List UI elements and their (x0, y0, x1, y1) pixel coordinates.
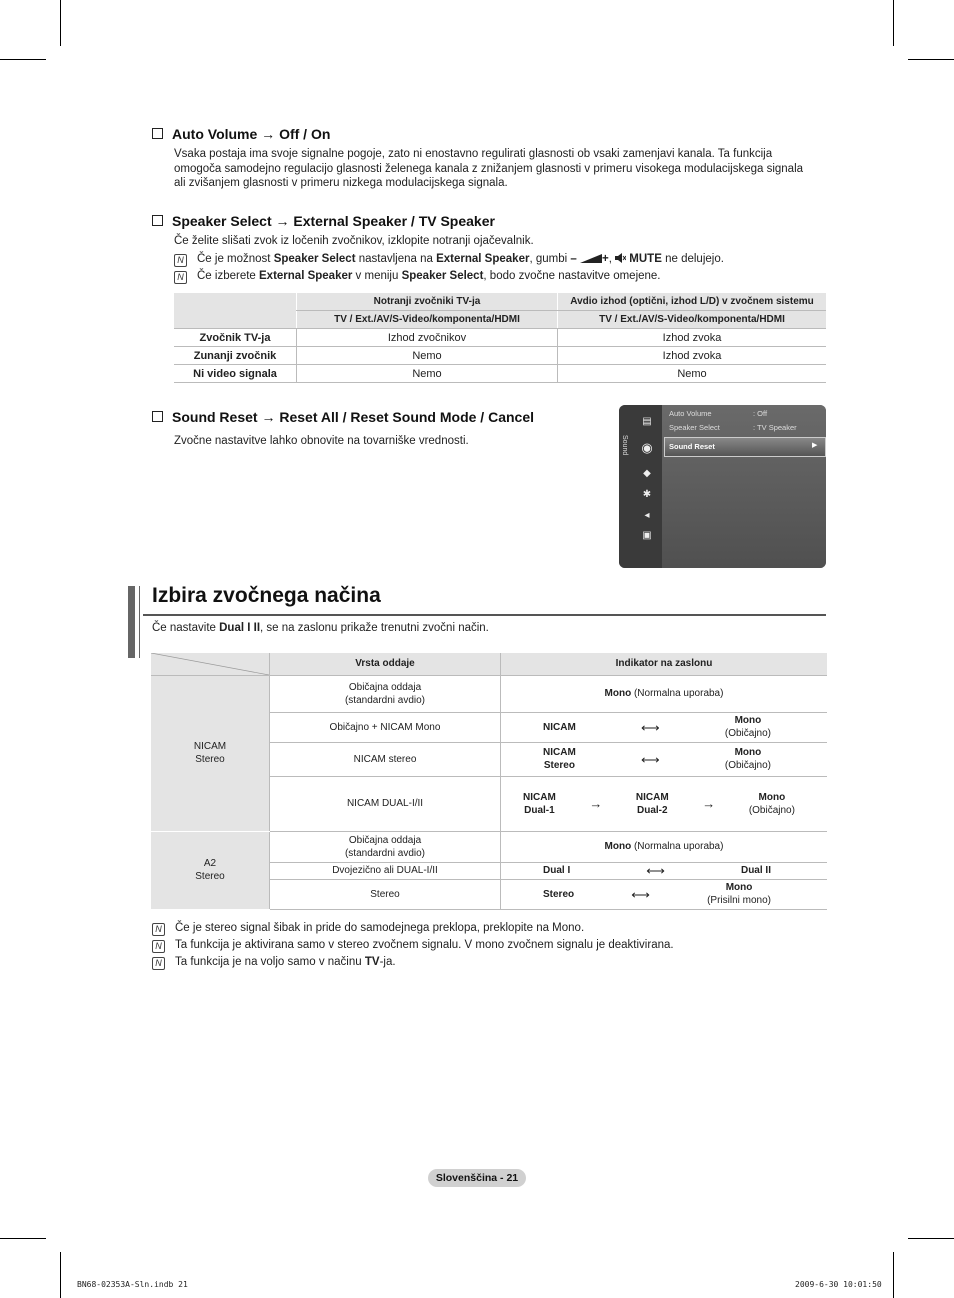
table-row: Običajno + NICAM Mono NICAM ⟷ Mono (Običajno) (151, 712, 827, 742)
note-icon: N (152, 923, 165, 936)
double-arrow-icon: ⟷ (631, 886, 650, 902)
note-2: N Ta funkcija je aktivirana samo v stereo zvočnem signalu. V mono zvočnem signalu je deaktivirana. (152, 939, 674, 953)
osd-item-auto-volume[interactable]: Auto Volume (669, 409, 712, 418)
table-row: Zunanji zvočnik Nemo Izhod zvoka (174, 347, 826, 365)
arrow-right-icon: → (702, 796, 716, 811)
crop-mark (893, 1252, 894, 1298)
intro-text: Če nastavite Dual I II, se na zaslonu prikaže trenutni zvočni način. (152, 622, 489, 634)
section-heading-sound-reset: Sound Reset → Reset All / Reset Sound Mode / Cancel (152, 409, 534, 425)
sound-icon: ◉ (641, 440, 653, 455)
channel-icon: ◆ (643, 468, 651, 479)
crop-mark (908, 59, 954, 60)
crop-mark (908, 1238, 954, 1239)
diagonal-line (151, 653, 269, 675)
crop-mark (893, 0, 894, 46)
speaker-select-note-2: N Če izberete External Speaker v meniju Speaker Select, bodo zvočne nastavitve omejene. (174, 270, 661, 284)
osd-sidebar (619, 405, 662, 568)
double-arrow-icon: ⟷ (646, 863, 665, 878)
note-3: N Ta funkcija je na voljo samo v načinu TV-ja. (152, 956, 396, 970)
tv-sound-menu-screenshot (619, 405, 826, 568)
page-title: Izbira zvočnega načina (152, 584, 381, 607)
double-arrow-icon: ⟷ (641, 751, 660, 767)
volume-ramp-icon (580, 254, 602, 263)
table-row: NICAM DUAL-I/II NICAM Dual-1 → NICAM Dual-2 → Mono (Običajno) (151, 776, 827, 831)
double-arrow-icon: ⟷ (641, 719, 660, 735)
chevron-right-icon: ▶ (812, 442, 818, 449)
section-heading-speaker-select: Speaker Select → External Speaker / TV Speaker (152, 213, 495, 229)
table-corner (151, 653, 270, 675)
table-corner (174, 293, 297, 329)
application-icon: ▣ (642, 530, 652, 541)
page-number-badge: Slovenščina - 21 (428, 1169, 526, 1187)
osd-item-speaker-select[interactable]: Speaker Select (669, 423, 720, 432)
sound-reset-body: Zvočne nastavitve lahko obnovite na tovarniške vrednosti. (174, 435, 469, 447)
checkbox-bullet-icon (152, 215, 163, 226)
table-header: Notranji zvočniki TV-ja (297, 293, 558, 311)
table-header: Indikator na zaslonu (501, 653, 828, 675)
table-row: Ni video signala Nemo Nemo (174, 365, 826, 383)
title-rule (143, 614, 826, 616)
crop-mark (0, 1238, 46, 1239)
table-row: Stereo Stereo ⟷ Mono (Prisilni mono) (151, 879, 827, 909)
crop-mark (0, 59, 46, 60)
osd-side-label: Sound (621, 435, 628, 456)
table-header: TV / Ext./AV/S-Video/komponenta/HDMI (297, 311, 558, 329)
crop-mark (60, 1252, 61, 1298)
group-a2-stereo: A2 Stereo (151, 831, 270, 909)
mute-icon (615, 253, 626, 263)
table-header: Vrsta oddaje (270, 653, 501, 675)
table-row: Zvočnik TV-ja Izhod zvočnikov Izhod zvoka (174, 329, 826, 347)
title-accent-gap (135, 586, 139, 658)
note-icon: N (174, 254, 187, 267)
checkbox-bullet-icon (152, 411, 163, 422)
setup-icon: ✱ (642, 489, 652, 500)
osd-value: : TV Speaker (753, 423, 797, 432)
table-header: TV / Ext./AV/S-Video/komponenta/HDMI (558, 311, 827, 329)
osd-item-sound-reset[interactable]: Sound Reset (669, 442, 715, 451)
table-row: A2 Stereo Običajna oddaja (standardni avdio) Mono (Normalna uporaba) (151, 831, 827, 862)
picture-icon: ▤ (642, 416, 652, 427)
section-heading-auto-volume: Auto Volume → Off / On (152, 126, 330, 142)
speaker-select-body: Če želite slišati zvok iz ločenih zvočnikov, izklopite notranji ojačevalnik. (174, 235, 534, 247)
input-icon: ◂ (644, 510, 650, 521)
table-row: NICAM Stereo Običajna oddaja (standardni avdio) Mono (Normalna uporaba) (151, 675, 827, 712)
note-icon: N (174, 271, 187, 284)
note-icon: N (152, 940, 165, 953)
note-1: N Če je stereo signal šibak in pride do samodejnega preklopa, preklopite na Mono. (152, 922, 584, 936)
speaker-select-note-1: N Če je možnost Speaker Select nastavljena na External Speaker, gumbi – +, MUTE ne delujejo. (174, 253, 724, 267)
crop-mark (60, 0, 61, 46)
table-header: Avdio izhod (optični, izhod L/D) v zvočnem sistemu (558, 293, 827, 311)
group-nicam-stereo: NICAM Stereo (151, 675, 270, 831)
note-icon: N (152, 957, 165, 970)
print-date-info: 2009-6-30 10:01:50 (795, 1280, 882, 1289)
sound-mode-table (151, 653, 827, 910)
auto-volume-body: Vsaka postaja ima svoje signalne pogoje, zato ni enostavno regulirati glasnosti ob vsaki zamenjavi kanala. Ta funkcija omogoča samodejno regulacijo glasnosti želenega kanala z znižanjem glasnosti v primeru visokega modulacijskega signala ali zvišanjem glasnosti v primeru nizkega modulacijskega signala. (174, 148, 804, 189)
checkbox-bullet-icon (152, 128, 163, 139)
print-file-info: BN68-02353A-Sln.indb 21 (77, 1280, 188, 1289)
table-row: NICAM stereo NICAM Stereo ⟷ Mono (Običajno) (151, 742, 827, 776)
osd-value: : Off (753, 409, 768, 418)
speaker-output-table (174, 293, 826, 383)
table-row: Dvojezično ali DUAL-I/II Dual I ⟷ Dual II (151, 862, 827, 879)
arrow-right-icon: → (589, 796, 603, 811)
